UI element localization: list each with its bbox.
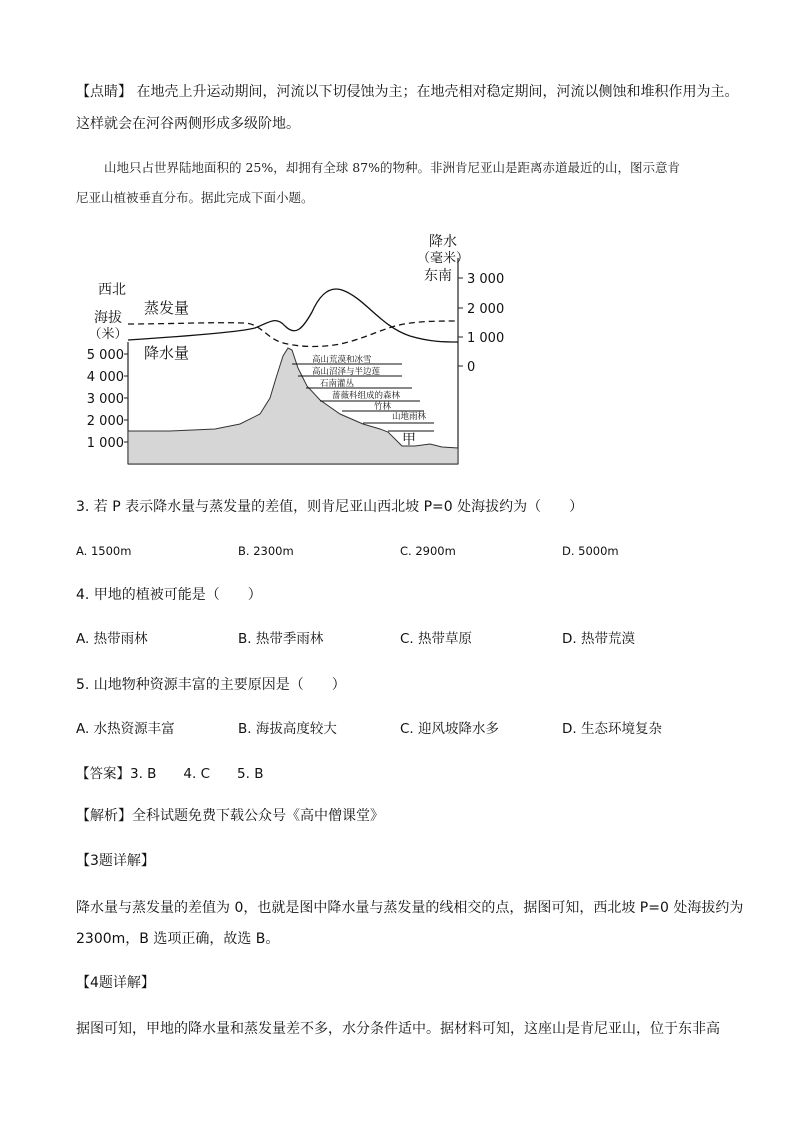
q3-option-a[interactable]: A. 1500m <box>76 544 132 558</box>
q3-option-d[interactable]: D. 5000m <box>562 544 619 558</box>
analysis-line: 【解析】全科试题免费下载公众号《高中僧课堂》 <box>76 808 384 824</box>
detail-3-line-1: 降水量与蒸发量的差值为 0，也就是图中降水量与蒸发量的线相交的点，据图可知，西北坡 P=0 处海拔约为 <box>76 900 744 916</box>
left-tick-label: 5 000 <box>86 348 124 363</box>
zone-label: 山地雨林 <box>392 412 427 422</box>
q4-option-c[interactable]: C. 热带草原 <box>400 631 473 647</box>
detail-4-line-1: 据图可知，甲地的降水量和蒸发量差不多，水分条件适中。据材料可知，这座山是肯尼亚山，位于东非高 <box>76 1021 720 1037</box>
right-tick-marks <box>458 278 463 366</box>
q5-option-b[interactable]: B. 海拔高度较大 <box>238 721 337 737</box>
zone-label: 石南灌丛 <box>320 379 355 389</box>
evaporation-label: 蒸发量 <box>144 299 190 317</box>
q4-option-a[interactable]: A. 热带雨林 <box>76 631 148 647</box>
precipitation-label: 降水量 <box>144 344 190 362</box>
zone-label: 蔷薇科组成的森林 <box>332 391 401 401</box>
passage-line-1: 山地只占世界陆地面积的 25%，却拥有全球 87%的物种。非洲肯尼亚山是距离赤道最近的山，图示意肯 <box>104 160 681 175</box>
detail-3-heading: 【3题详解】 <box>76 853 155 869</box>
left-tick-label: 1 000 <box>86 436 124 451</box>
right-tick-label: 0 <box>467 360 476 375</box>
left-direction-label: 西北 <box>98 282 126 298</box>
zone-label: 竹林 <box>374 402 392 412</box>
q5-option-d[interactable]: D. 生态环境复杂 <box>562 721 662 737</box>
detail-4-heading: 【4题详解】 <box>76 975 155 991</box>
right-tick-label: 1 000 <box>467 331 505 346</box>
question-4-stem: 4. 甲地的植被可能是（ ） <box>76 587 262 603</box>
left-tick-label: 3 000 <box>86 392 124 407</box>
left-tick-label: 4 000 <box>86 370 124 385</box>
right-tick-label: 2 000 <box>467 302 505 317</box>
q5-option-c[interactable]: C. 迎风坡降水多 <box>400 721 500 737</box>
passage-line-2: 尼亚山植被垂直分布。据此完成下面小题。 <box>76 190 314 205</box>
vegetation-zone-figure <box>80 228 505 470</box>
right-tick-label: 3 000 <box>467 272 505 287</box>
evaporation-curve <box>128 321 458 346</box>
q4-option-b[interactable]: B. 热带季雨林 <box>238 631 324 647</box>
right-direction-label: 东南 <box>424 268 452 284</box>
answer-line: 【答案】3. B 4. C 5. B <box>76 766 264 782</box>
q4-option-d[interactable]: D. 热带荒漠 <box>562 631 635 647</box>
right-axis-title: 降水 <box>429 234 457 250</box>
question-3-stem: 3. 若 P 表示降水量与蒸发量的差值，则肯尼亚山西北坡 P=0 处海拔约为（ ） <box>76 499 584 515</box>
q5-option-a[interactable]: A. 水热资源丰富 <box>76 721 175 737</box>
zone-label: 高山荒漠和冰雪 <box>312 355 372 365</box>
left-axis-unit: （米） <box>88 327 128 342</box>
detail-3-line-2: 2300m，B 选项正确，故选 B。 <box>76 931 280 947</box>
hint-line-1: 【点睛】 在地壳上升运动期间，河流以下切侵蚀为主；在地壳相对稳定期间，河流以侧蚀和堆积作用为主。 <box>76 84 739 100</box>
q3-option-b[interactable]: B. 2300m <box>238 544 294 558</box>
left-tick-label: 2 000 <box>86 414 124 429</box>
hint-line-2: 这样就会在河谷两侧形成多级阶地。 <box>76 116 300 132</box>
site-jia-label: 甲 <box>402 432 416 448</box>
zone-label: 高山沼泽与半边莲 <box>312 367 381 377</box>
q3-option-c[interactable]: C. 2900m <box>400 544 456 558</box>
left-axis-title: 海拔 <box>94 310 122 326</box>
right-axis-unit: （毫米） <box>416 251 470 266</box>
question-5-stem: 5. 山地物种资源丰富的主要原因是（ ） <box>76 677 346 693</box>
